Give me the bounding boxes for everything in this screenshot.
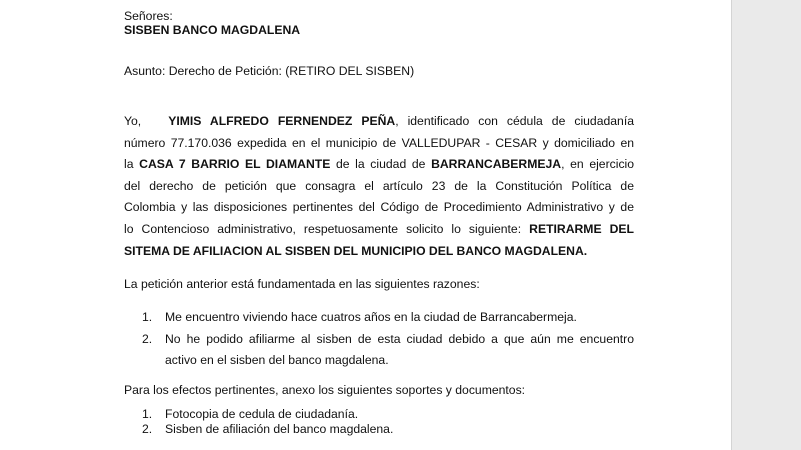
- list-item-text: Fotocopia de cedula de ciudadanía.: [165, 407, 359, 421]
- reasons-intro: La petición anterior está fundamentada en las siguientes razones:: [124, 277, 480, 291]
- body-line-7: [124, 241, 634, 263]
- body-text: la: [124, 157, 134, 172]
- body-text: Yo,: [124, 114, 142, 128]
- request-text: SITEMA DE AFILIACION AL SISBEN DEL MUNICIPIO DEL BANCO MAGDALENA.: [124, 243, 588, 258]
- list-item-text: Sisben de afiliación del banco magdalena.: [165, 421, 394, 436]
- list-item: [124, 407, 634, 422]
- body-text: lo Contencioso administrativo, respetuosamente solicito lo siguiente:: [124, 221, 522, 236]
- list-number: 2.: [142, 421, 153, 436]
- reasons-list: [124, 307, 634, 372]
- letter-body-paragraph: [124, 111, 634, 262]
- list-item-text: activo en el sisben del banco magdalena.: [165, 353, 389, 368]
- list-item: [124, 329, 634, 372]
- list-item: [124, 307, 634, 329]
- petitioner-address: CASA 7 BARRIO EL DIAMANTE: [139, 157, 331, 172]
- body-text: , identificado con cédula de ciudadanía: [395, 114, 634, 128]
- letter-recipient: SISBEN BANCO MAGDALENA: [124, 23, 301, 37]
- list-number: 2.: [142, 331, 153, 346]
- body-line-3: [124, 154, 634, 176]
- list-item-text: Me encuentro viviendo hace cuatros años en la ciudad de Barrancabermeja.: [165, 310, 577, 324]
- letter-greeting: Señores:: [124, 9, 173, 23]
- letter-subject: Asunto: Derecho de Petición: (RETIRO DEL SISBEN): [124, 64, 415, 78]
- list-item: [124, 422, 634, 437]
- body-line-6: [124, 219, 634, 241]
- petitioner-city: BARRANCABERMEJA: [431, 157, 562, 172]
- list-number: 1.: [142, 407, 153, 421]
- annex-list: [124, 407, 634, 436]
- request-text: RETIRARME DEL: [529, 221, 634, 236]
- body-line-5: Colombia y las disposiciones pertinentes del Código de Procedimiento Administrativo y de: [124, 200, 634, 215]
- body-text: de la ciudad de: [335, 157, 426, 172]
- body-line-2: número 77.170.036 expedida en el municipio de VALLEDUPAR - CESAR y domiciliado en: [124, 135, 634, 150]
- petitioner-name: YIMIS ALFREDO FERNENDEZ PEÑA: [168, 114, 396, 128]
- list-item-text: No he podido afiliarme al sisben de esta ciudad debido a que aún me encuentro: [165, 331, 634, 346]
- list-number: 1.: [142, 310, 153, 324]
- body-line-4: del derecho de petición que consagra el artículo 23 de la Constitución Política de: [124, 178, 634, 193]
- body-text: , en ejercicio: [561, 157, 635, 172]
- annex-intro: Para los efectos pertinentes, anexo los siguientes soportes y documentos:: [124, 383, 526, 397]
- body-line-1: [124, 111, 634, 133]
